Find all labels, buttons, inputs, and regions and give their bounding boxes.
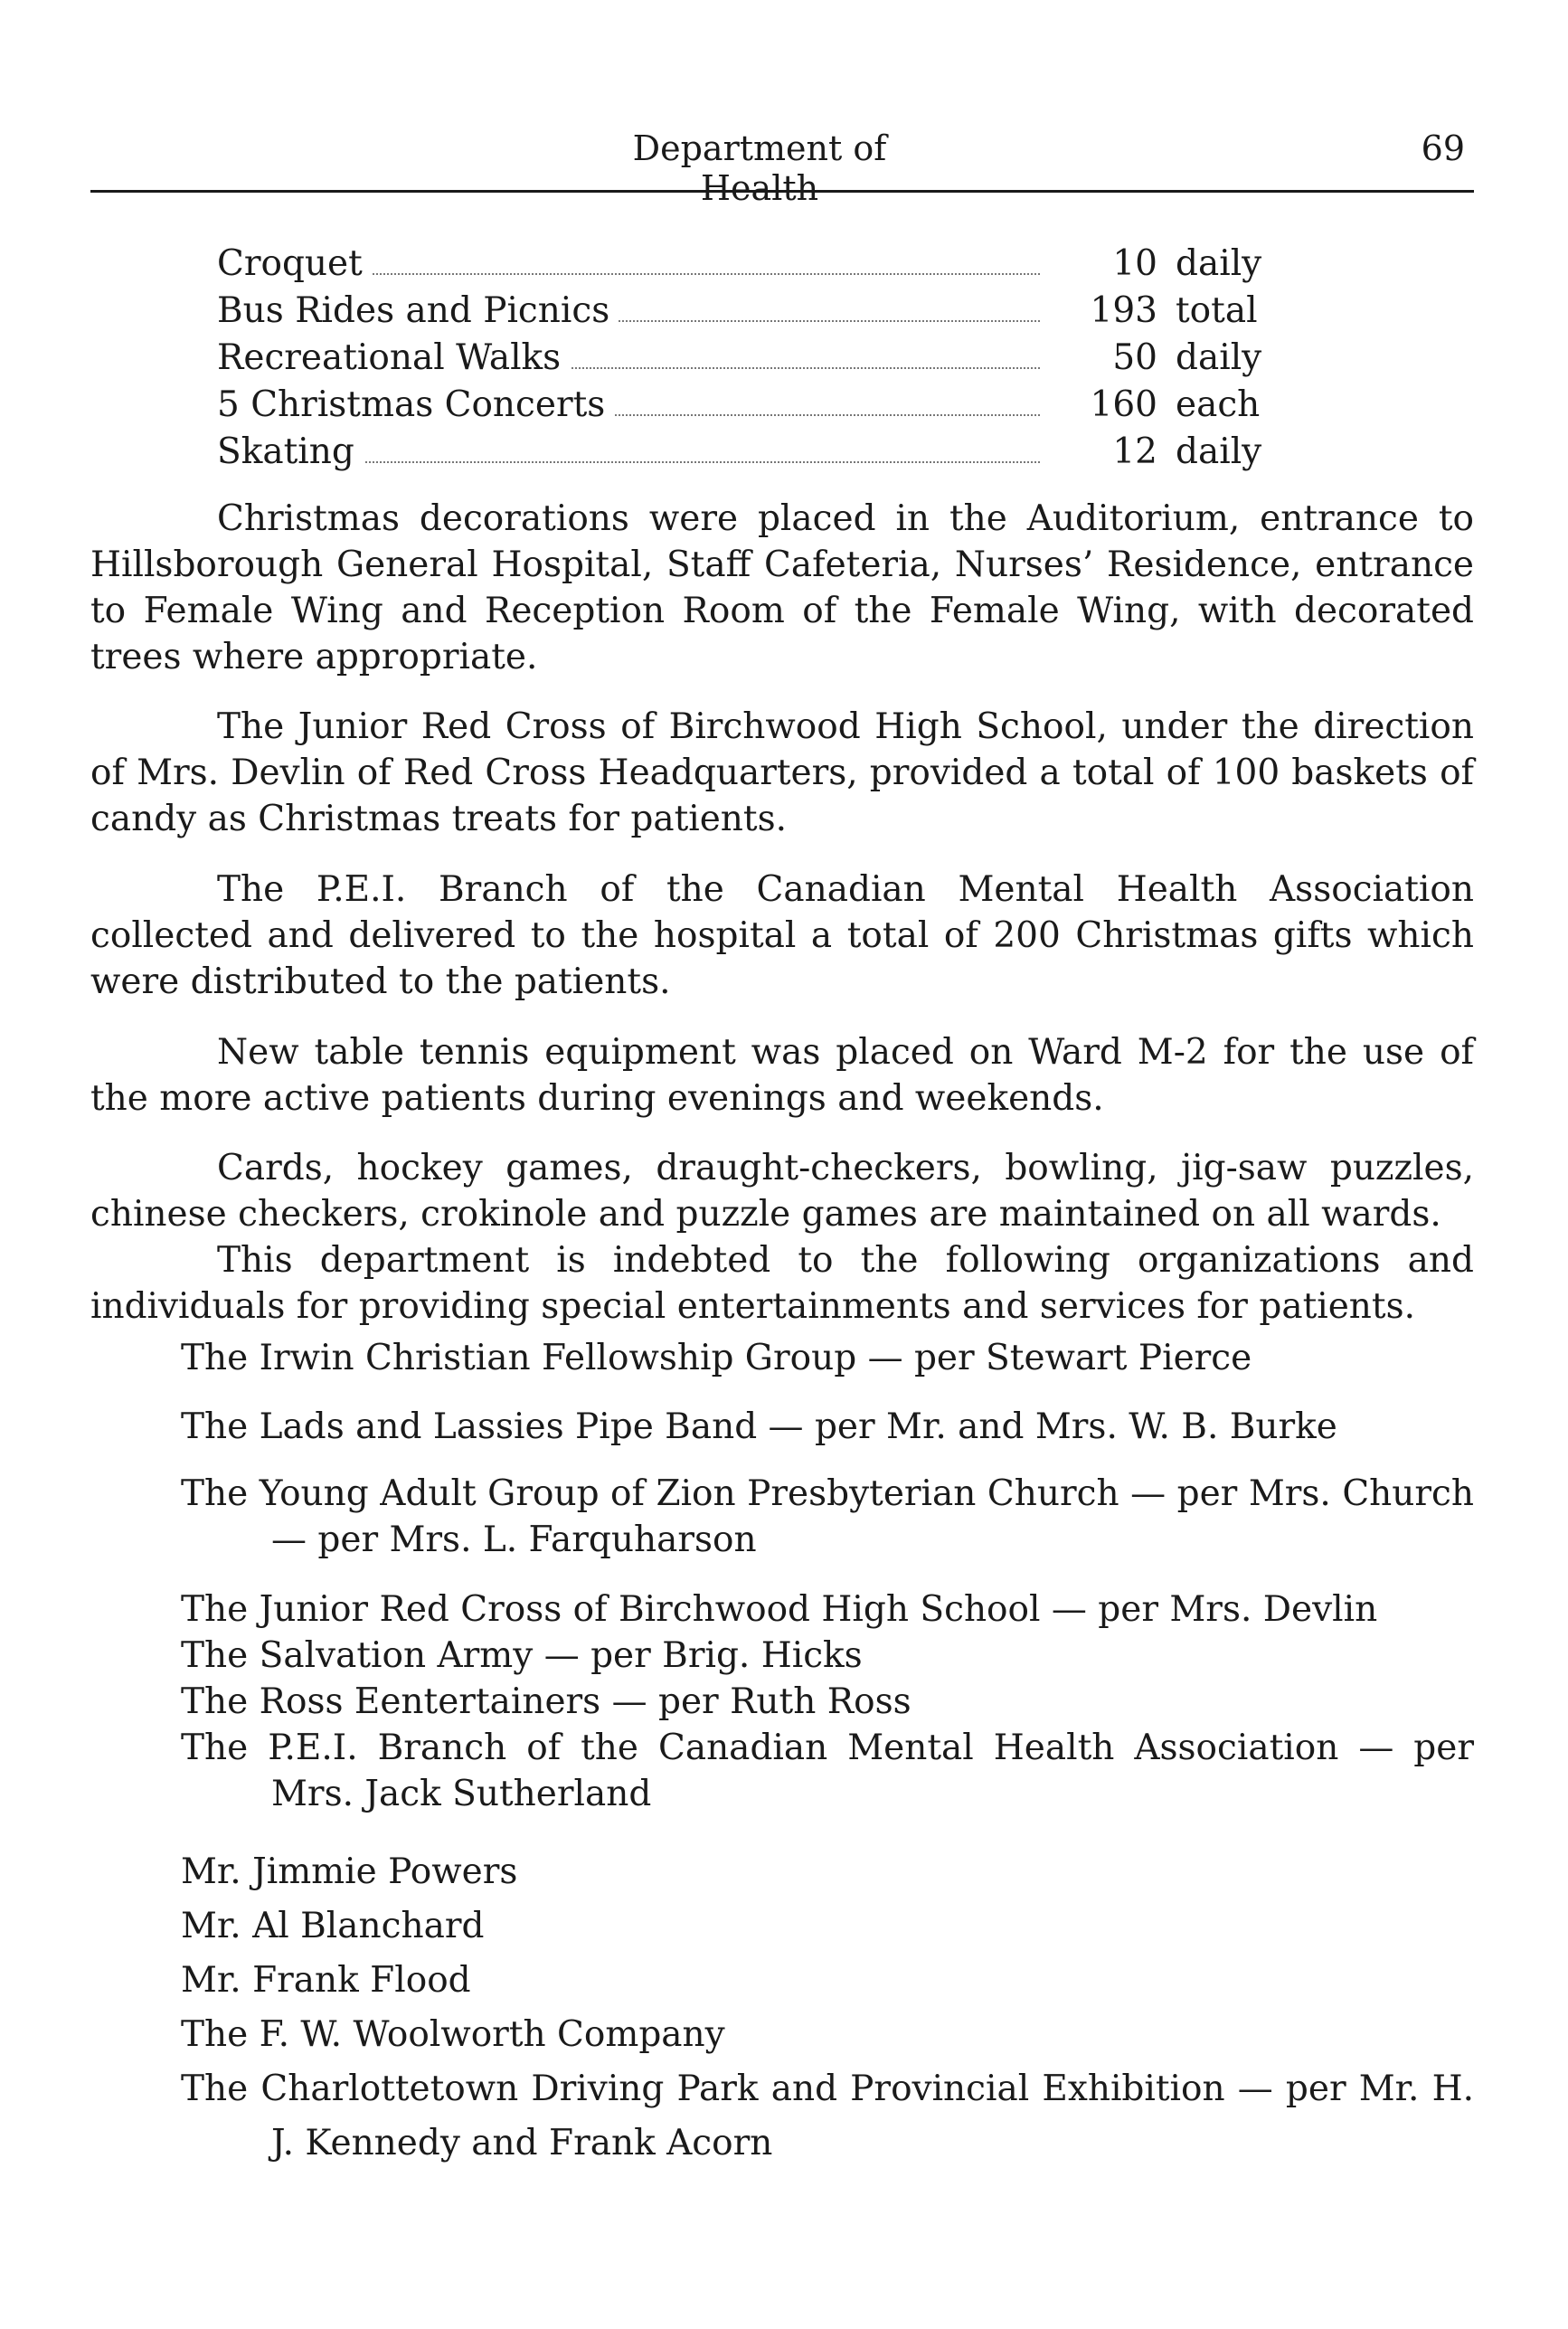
header-rule bbox=[90, 190, 1474, 193]
organizations-list bbox=[90, 1335, 1474, 1381]
activity-unit: each bbox=[1176, 384, 1261, 425]
activity-unit: total bbox=[1176, 290, 1258, 331]
activity-row bbox=[217, 241, 1302, 288]
paragraph-junior-red-cross: The Junior Red Cross of Birchwood High School, under the direction of Mrs. Devlin of Red Cross Headquarters, provided a total of 100 baskets of candy as Christmas treats for patients. bbox=[90, 706, 1474, 839]
running-header bbox=[90, 128, 1474, 208]
activity-count: 10 bbox=[1040, 241, 1157, 288]
organization-item: The Irwin Christian Fellowship Group — per Stewart Pierce bbox=[181, 1338, 1252, 1378]
activity-count: 160 bbox=[1040, 382, 1157, 429]
activity-unit: daily bbox=[1176, 337, 1262, 378]
individuals-list bbox=[90, 1845, 1474, 2171]
paragraph-pei-branch: The P.E.I. Branch of the Canadian Mental Health Association collected and delivered to the hospital a total of 200 Christmas gifts which were distributed to the patients. bbox=[90, 869, 1474, 1002]
activity-name: Skating bbox=[217, 429, 364, 476]
activity-count: 50 bbox=[1040, 335, 1157, 382]
running-header-title: Department of Health bbox=[632, 128, 887, 208]
activity-row bbox=[217, 429, 1302, 476]
organizations-list bbox=[90, 1586, 1474, 1817]
activity-name: Recreational Walks bbox=[217, 335, 570, 382]
activities-table bbox=[217, 241, 1302, 476]
activity-row bbox=[217, 382, 1302, 429]
individual-item: The Charlottetown Driving Park and Provincial Exhibition — per Mr. H. J. Kennedy and Frank Acorn bbox=[181, 2069, 1474, 2163]
activity-row bbox=[217, 335, 1302, 382]
paragraph-indebted: This department is indebted to the following organizations and individuals for providing special entertainments and services for patients. bbox=[90, 1240, 1474, 1327]
organization-item: The Young Adult Group of Zion Presbyterian Church — per Mrs. Church — per Mrs. L. Farquharson bbox=[181, 1473, 1474, 1560]
individual-item: The F. W. Woolworth Company bbox=[181, 2014, 725, 2055]
paragraph-table-tennis: New table tennis equipment was placed on Ward M-2 for the use of the more active patients during evenings and weekends. bbox=[90, 1032, 1474, 1119]
paragraph-games: Cards, hockey games, draught-checkers, bowling, jig-saw puzzles, chinese checkers, crokinole and puzzle games are maintained on all wards. bbox=[90, 1148, 1474, 1235]
paragraph-decorations: Christmas decorations were placed in the Auditorium, entrance to Hillsborough General Hospital, Staff Cafeteria, Nurses’ Residence, entrance to Female Wing and Reception Room of the Female Wing, with decorated trees where appropriate. bbox=[90, 498, 1474, 677]
activity-name: 5 Christmas Concerts bbox=[217, 382, 614, 429]
organization-item: The Salvation Army — per Brig. Hicks bbox=[181, 1635, 863, 1676]
individual-item: Mr. Al Blanchard bbox=[181, 1906, 485, 1946]
organizations-list bbox=[90, 1404, 1474, 1450]
activity-unit: daily bbox=[1176, 243, 1262, 284]
activity-name: Bus Rides and Picnics bbox=[217, 288, 619, 335]
organization-item: The P.E.I. Branch of the Canadian Mental Health Association — per Mrs. Jack Sutherland bbox=[181, 1728, 1474, 1814]
individual-item: Mr. Frank Flood bbox=[181, 1960, 471, 2001]
activity-row bbox=[217, 288, 1302, 335]
activity-unit: daily bbox=[1176, 431, 1262, 472]
organization-item: The Junior Red Cross of Birchwood High School — per Mrs. Devlin bbox=[181, 1589, 1378, 1630]
activity-count: 193 bbox=[1040, 288, 1157, 335]
organizations-list bbox=[90, 1471, 1474, 1563]
organization-item: The Ross Eentertainers — per Ruth Ross bbox=[181, 1681, 912, 1722]
individual-item: Mr. Jimmie Powers bbox=[181, 1851, 518, 1892]
organization-item: The Lads and Lassies Pipe Band — per Mr. and Mrs. W. B. Burke bbox=[181, 1406, 1337, 1447]
page-number: 69 bbox=[1421, 128, 1465, 168]
activity-name: Croquet bbox=[217, 241, 372, 288]
activity-count: 12 bbox=[1040, 429, 1157, 476]
